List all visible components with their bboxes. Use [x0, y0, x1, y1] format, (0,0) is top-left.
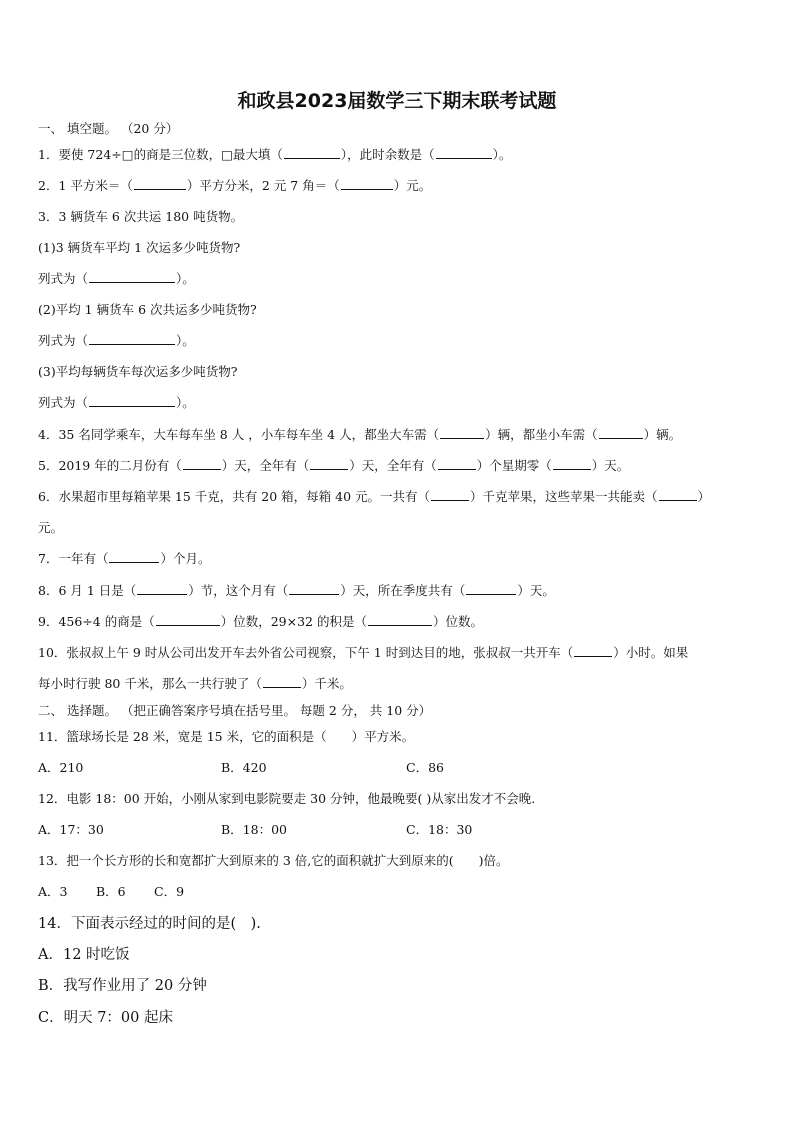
option-c[interactable]: C．86: [406, 760, 444, 775]
q8-text: ）天。: [517, 583, 555, 598]
question-2: [38, 178, 431, 194]
q9-text: ）位数，29×32 的积是（: [220, 614, 367, 629]
answer-blank[interactable]: [183, 458, 221, 470]
answer-blank[interactable]: [134, 178, 186, 190]
q5-text: ）个星期零（: [476, 458, 552, 473]
answer-blank[interactable]: [89, 271, 175, 283]
page-title: 和政县2023届数学三下期末联考试题: [237, 90, 557, 112]
question-11-options: [38, 760, 444, 776]
section-1-heading: 一、 填空题。 （20 分）: [38, 121, 179, 136]
q7-text: ）个月。: [160, 551, 211, 566]
option-c[interactable]: C．9: [154, 884, 185, 899]
q10-text: 10．张叔叔上午 9 时从公司出发开车去外省公司视察，下午 1 时到达目的地，张叔叔一共开车（: [38, 645, 574, 660]
question-12-options: [38, 822, 472, 838]
question-3-sub-1: (1)3 辆货车平均 1 次运多少吨货物?: [38, 240, 241, 255]
answer-blank[interactable]: [289, 583, 339, 595]
formula-line-2: [38, 333, 195, 349]
formula-label: 列式为（: [38, 395, 89, 410]
question-7: [38, 551, 210, 567]
question-8: [38, 583, 555, 599]
option-a[interactable]: A．12 时吃饭: [38, 947, 130, 963]
option-a[interactable]: A．210: [38, 760, 84, 775]
answer-blank[interactable]: [431, 489, 469, 501]
option-c[interactable]: C．明天 7：00 起床: [38, 1010, 173, 1026]
q5-text: ）天，全年有（: [221, 458, 310, 473]
question-5: [38, 458, 629, 474]
option-b[interactable]: B．18：00: [221, 822, 287, 837]
question-4: [38, 427, 681, 443]
answer-blank[interactable]: [438, 458, 476, 470]
q7-text: 7．一年有（: [38, 551, 109, 566]
answer-blank[interactable]: [284, 147, 340, 159]
q4-text: ）辆，都坐小车需（: [485, 427, 598, 442]
option-b[interactable]: B．6: [96, 884, 126, 899]
question-13-options: [38, 884, 184, 900]
question-3-stem: 3．3 辆货车 6 次共运 180 吨货物。: [38, 209, 244, 224]
answer-blank[interactable]: [263, 676, 301, 688]
answer-blank[interactable]: [109, 551, 159, 563]
answer-blank[interactable]: [89, 395, 175, 407]
q9-text: ）位数。: [432, 614, 483, 629]
question-10-line-2: [38, 676, 352, 692]
q1-text: ）。: [492, 147, 512, 162]
question-1: [38, 147, 511, 163]
q2-text: ）元。: [393, 178, 432, 193]
formula-label: 列式为（: [38, 271, 89, 286]
q6-text: 6．水果超市里每箱苹果 15 千克，共有 20 箱，每箱 40 元。一共有（: [38, 489, 431, 504]
question-12-stem: 12．电影 18：00 开始，小刚从家到电影院要走 30 分钟，他最晚要( )从家出发才不会晚.: [38, 791, 536, 806]
question-10: [38, 645, 688, 661]
option-c[interactable]: C．18：30: [406, 822, 473, 837]
q5-text: ）天，全年有（: [349, 458, 437, 473]
formula-label: 列式为（: [38, 333, 89, 348]
answer-blank[interactable]: [341, 178, 393, 190]
formula-end: ）。: [176, 333, 195, 348]
answer-blank[interactable]: [156, 614, 220, 626]
formula-end: ）。: [176, 271, 195, 286]
answer-blank[interactable]: [553, 458, 591, 470]
q8-text: 8．6 月 1 日是（: [38, 583, 137, 598]
answer-blank[interactable]: [310, 458, 348, 470]
section-2-heading: 二、 选择题。 （把正确答案序号填在括号里。 每题 2 分， 共 10 分）: [38, 703, 432, 718]
q1-text: ），此时余数是（: [340, 147, 435, 162]
q6-text: ）千克苹果，这些苹果一共能卖（: [470, 489, 658, 504]
q4-text: ）辆。: [643, 427, 682, 442]
q8-text: ）天，所在季度共有（: [340, 583, 466, 598]
option-a[interactable]: A．3: [38, 884, 68, 899]
option-b[interactable]: B．420: [221, 760, 267, 775]
q5-text: ）天。: [591, 458, 630, 473]
q2-text: 2．1 平方米＝（: [38, 178, 133, 193]
answer-blank[interactable]: [137, 583, 187, 595]
option-b[interactable]: B．我写作业用了 20 分钟: [38, 978, 207, 994]
question-14-stem: 14．下面表示经过的时间的是( ).: [38, 916, 261, 932]
question-13-stem: 13．把一个长方形的长和宽都扩大到原来的 3 倍,它的面积就扩大到原来的( )倍。: [38, 853, 509, 868]
formula-line-1: [38, 271, 195, 287]
option-a[interactable]: A．17：30: [38, 822, 104, 837]
answer-blank[interactable]: [368, 614, 432, 626]
question-3-sub-3: (3)平均每辆货车每次运多少吨货物?: [38, 364, 238, 379]
q10-text: ）千米。: [301, 676, 352, 691]
question-11-stem: 11．篮球场长是 28 米，宽是 15 米，它的面积是（ ）平方米。: [38, 729, 415, 744]
question-3-sub-2: (2)平均 1 辆货车 6 次共运多少吨货物?: [38, 302, 257, 317]
question-9: [38, 614, 483, 630]
answer-blank[interactable]: [440, 427, 484, 439]
answer-blank[interactable]: [436, 147, 492, 159]
formula-line-3: [38, 395, 195, 411]
q6-text: ）: [697, 489, 711, 504]
answer-blank[interactable]: [574, 645, 612, 657]
question-6: [38, 489, 710, 505]
q9-text: 9．456÷4 的商是（: [38, 614, 155, 629]
question-6-line-2: 元。: [38, 520, 64, 535]
answer-blank[interactable]: [659, 489, 697, 501]
q8-text: ）节，这个月有（: [188, 583, 289, 598]
q4-text: 4．35 名同学乘车，大车每车坐 8 人 ，小车每车坐 4 人，都坐大车需（: [38, 427, 440, 442]
formula-end: ）。: [176, 395, 195, 410]
q5-text: 5．2019 年的二月份有（: [38, 458, 182, 473]
answer-blank[interactable]: [599, 427, 643, 439]
answer-blank[interactable]: [466, 583, 516, 595]
q1-text: 1．要使 724÷□的商是三位数，□最大填（: [38, 147, 283, 162]
q10-text: ）小时。如果: [613, 645, 689, 660]
q10-text: 每小时行驶 80 千米，那么一共行驶了（: [38, 676, 262, 691]
q2-text: ）平方分米，2 元 7 角＝（: [186, 178, 340, 193]
answer-blank[interactable]: [89, 333, 175, 345]
